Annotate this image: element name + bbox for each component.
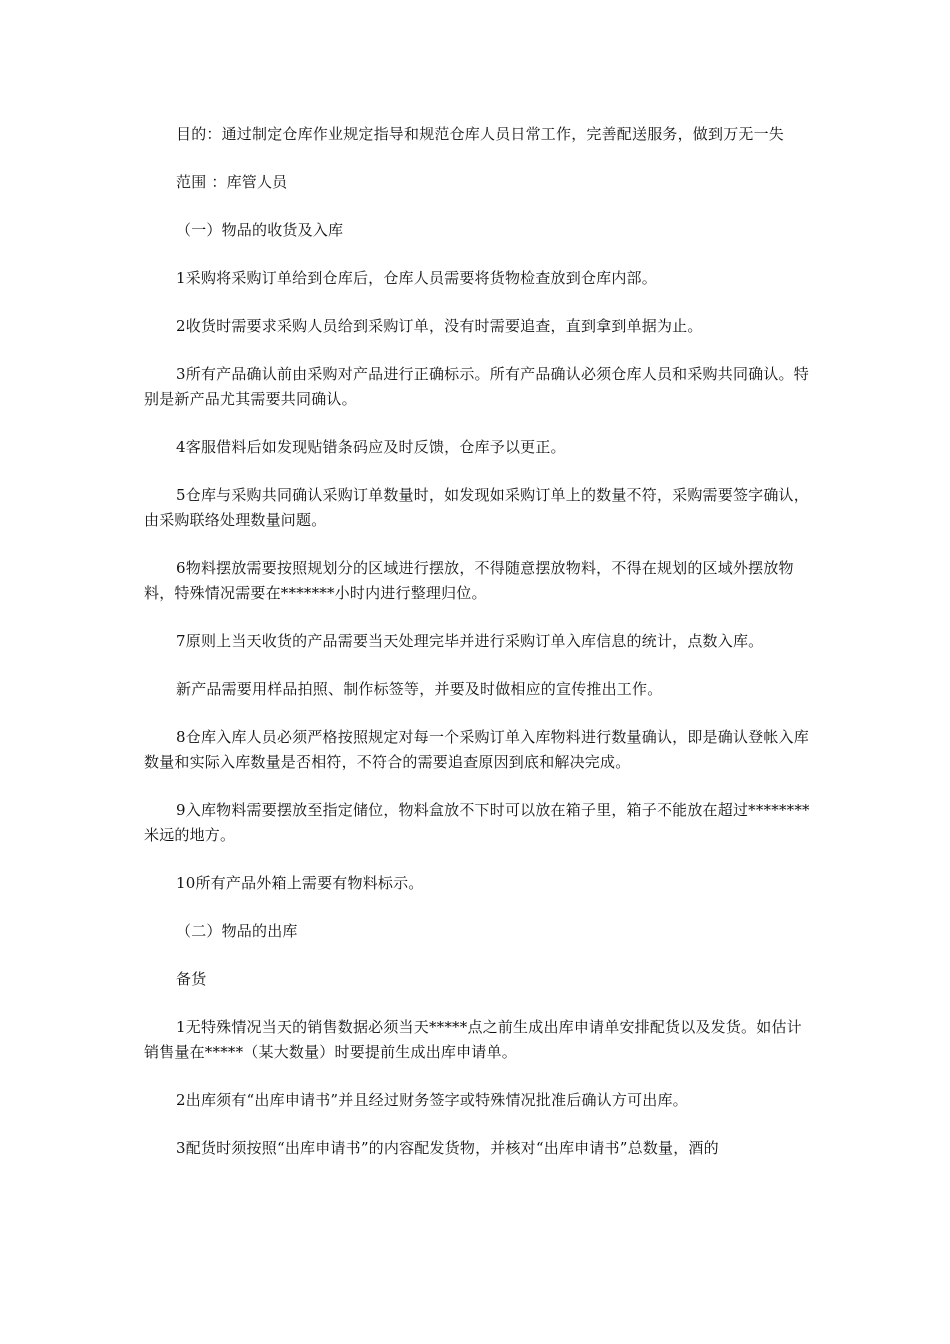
paragraph-item: 3配货时须按照“出库申请书”的内容配发货物，并核对“出库申请书”总数量，酒的: [176, 1139, 719, 1157]
paragraph-item: 2出库须有“出库申请书”并且经过财务签字或特殊情况批准后确认方可出库。: [176, 1091, 688, 1109]
paragraph-item: 7原则上当天收货的产品需要当天处理完毕并进行采购订单入库信息的统计，点数入库。: [176, 632, 764, 650]
section-heading-receiving: （一）物品的收货及入库: [176, 221, 344, 239]
paragraph-item: 4客服借料后如发现贴错条码应及时反馈，仓库予以更正。: [176, 438, 566, 456]
section-heading-outbound: （二）物品的出库: [176, 922, 298, 940]
paragraph-item: 9入库物料需要摆放至指定储位，物料盒放不下时可以放在箱子里，箱子不能放在超过********米远的地方。: [144, 801, 810, 844]
paragraph-item: 10所有产品外箱上需要有物料标示。: [176, 874, 424, 892]
paragraph-item: 6物料摆放需要按照规划分的区域进行摆放，不得随意摆放物料，不得在规划的区域外摆放物料，特殊情况需要在*******小时内进行整理归位。: [144, 559, 794, 602]
paragraph-item: 5仓库与采购共同确认采购订单数量时，如发现如采购订单上的数量不符，采购需要签字确认，由采购联络处理数量问题。: [144, 486, 809, 529]
paragraph-item: 2收货时需要求采购人员给到采购订单，没有时需要追查，直到拿到单据为止。: [176, 317, 703, 335]
paragraph-item: 1无特殊情况当天的销售数据必须当天*****点之前生成出库申请单安排配货以及发货。如估计销售量在*****（某大数量）时要提前生成出库申请单。: [144, 1018, 802, 1061]
subheading-stocking: 备货: [176, 970, 207, 988]
purpose-paragraph: 目的：通过制定仓库作业规定指导和规范仓库人员日常工作，完善配送服务，做到万无一失: [176, 125, 785, 143]
paragraph-item: 1采购将采购订单给到仓库后，仓库人员需要将货物检查放到仓库内部。: [176, 269, 657, 287]
document-page: [144, 122, 810, 1184]
scope-paragraph: 范围 ：库管人员: [176, 173, 288, 191]
paragraph-item: 新产品需要用样品拍照、制作标签等，并要及时做相应的宣传推出工作。: [176, 680, 663, 698]
paragraph-item: 8仓库入库人员必须严格按照规定对每一个采购订单入库物料进行数量确认，即是确认登帐入库数量和实际入库数量是否相符，不符合的需要追查原因到底和解决完成。: [144, 728, 809, 771]
paragraph-item: 3所有产品确认前由采购对产品进行正确标示。所有产品确认必须仓库人员和采购共同确认。特别是新产品尤其需要共同确认。: [144, 365, 809, 408]
